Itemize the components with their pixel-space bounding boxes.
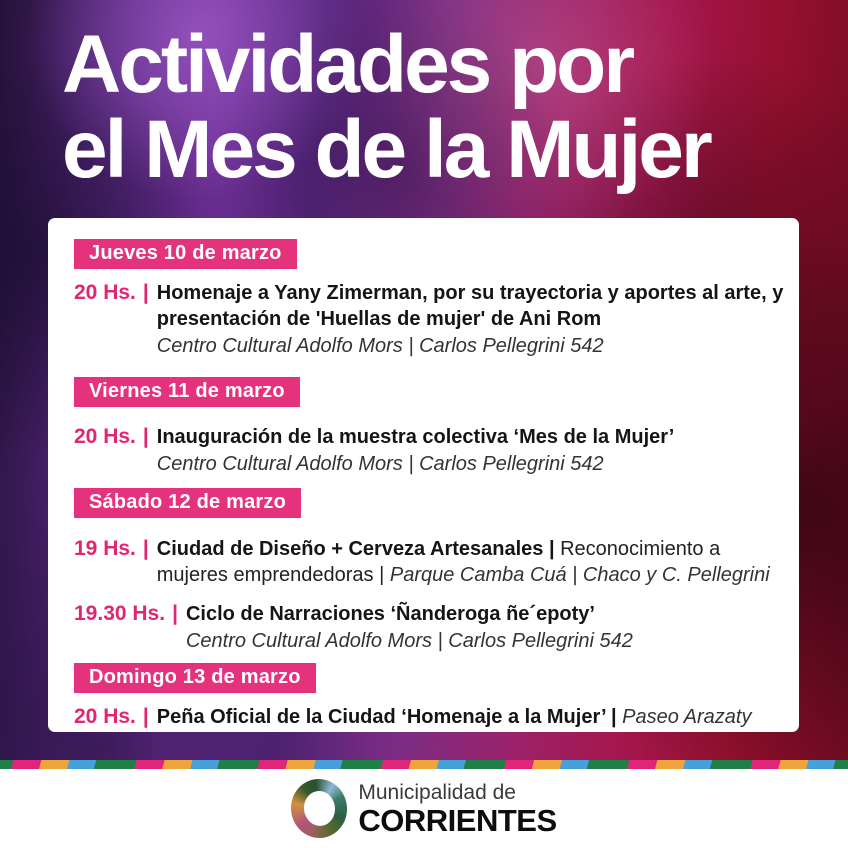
event-description	[186, 601, 785, 654]
logo-municipalidad-label: Municipalidad de	[358, 780, 516, 804]
footer	[0, 769, 848, 848]
corrientes-logo-hole	[302, 789, 338, 828]
schedule-card	[48, 218, 799, 732]
poster-title-line1: Actividades por	[62, 19, 633, 110]
event-title-bold: Inauguración de la muestra colectiva ‘Mes de la Mujer’	[156, 426, 675, 448]
poster-title-line2: el Mes de la Mujer	[62, 104, 710, 195]
event-inauguracion-muestra	[48, 424, 799, 477]
corrientes-logo-text	[358, 781, 556, 837]
event-pena-oficial	[48, 704, 799, 730]
poster-title	[62, 19, 710, 195]
event-title-bold: Homenaje a Yany Zimerman, por su trayectoria y aportes al arte, y presentación de 'Huellas de mujer' de Ani Rom	[156, 282, 784, 330]
time-separator: |	[142, 425, 149, 448]
day-badge-sabado: Sábado 12 de marzo	[74, 488, 301, 518]
event-time: 19 Hs.	[74, 537, 136, 560]
event-description	[157, 536, 785, 588]
event-title-bold: Ciclo de Narraciones ‘Ñanderoga ñe´epoty’	[185, 603, 595, 625]
day-badge-jueves: Jueves 10 de marzo	[74, 239, 297, 269]
event-venue-inline: Paseo Arazaty	[622, 706, 752, 728]
time-separator: |	[172, 602, 178, 625]
event-venue: Centro Cultural Adolfo Mors | Carlos Pellegrini 542	[156, 453, 604, 475]
time-separator: |	[142, 705, 149, 728]
event-description	[157, 704, 785, 730]
event-time: 19.30 Hs.	[74, 602, 166, 625]
time-separator: |	[142, 537, 149, 560]
multicolor-stripe	[0, 760, 848, 769]
event-homenaje-zimerman	[48, 280, 799, 359]
time-separator: |	[142, 281, 149, 304]
event-title-regular: Reconocimiento a mujeres emprendedoras |	[156, 538, 721, 586]
event-title-bold: Ciudad de Diseño + Cerveza Artesanales |	[156, 538, 561, 560]
event-ciudad-diseno	[48, 536, 799, 588]
day-badge-viernes: Viernes 11 de marzo	[74, 377, 300, 407]
event-description	[157, 280, 785, 359]
event-time: 20 Hs.	[74, 705, 136, 728]
event-venue-inline: Parque Camba Cuá | Chaco y C. Pellegrini	[389, 564, 770, 586]
event-title-bold: Peña Oficial de la Ciudad ‘Homenaje a la Mujer’ |	[156, 706, 623, 728]
event-time: 20 Hs.	[74, 281, 136, 304]
logo-corrientes-label: CORRIENTES	[358, 802, 557, 838]
day-badge-domingo: Domingo 13 de marzo	[74, 663, 316, 693]
event-description	[157, 424, 785, 477]
event-time: 20 Hs.	[74, 425, 136, 448]
event-ciclo-narraciones	[48, 601, 799, 654]
corrientes-logo-icon	[288, 775, 352, 841]
event-venue: Centro Cultural Adolfo Mors | Carlos Pellegrini 542	[156, 335, 604, 357]
event-venue: Centro Cultural Adolfo Mors | Carlos Pellegrini 542	[185, 630, 633, 652]
